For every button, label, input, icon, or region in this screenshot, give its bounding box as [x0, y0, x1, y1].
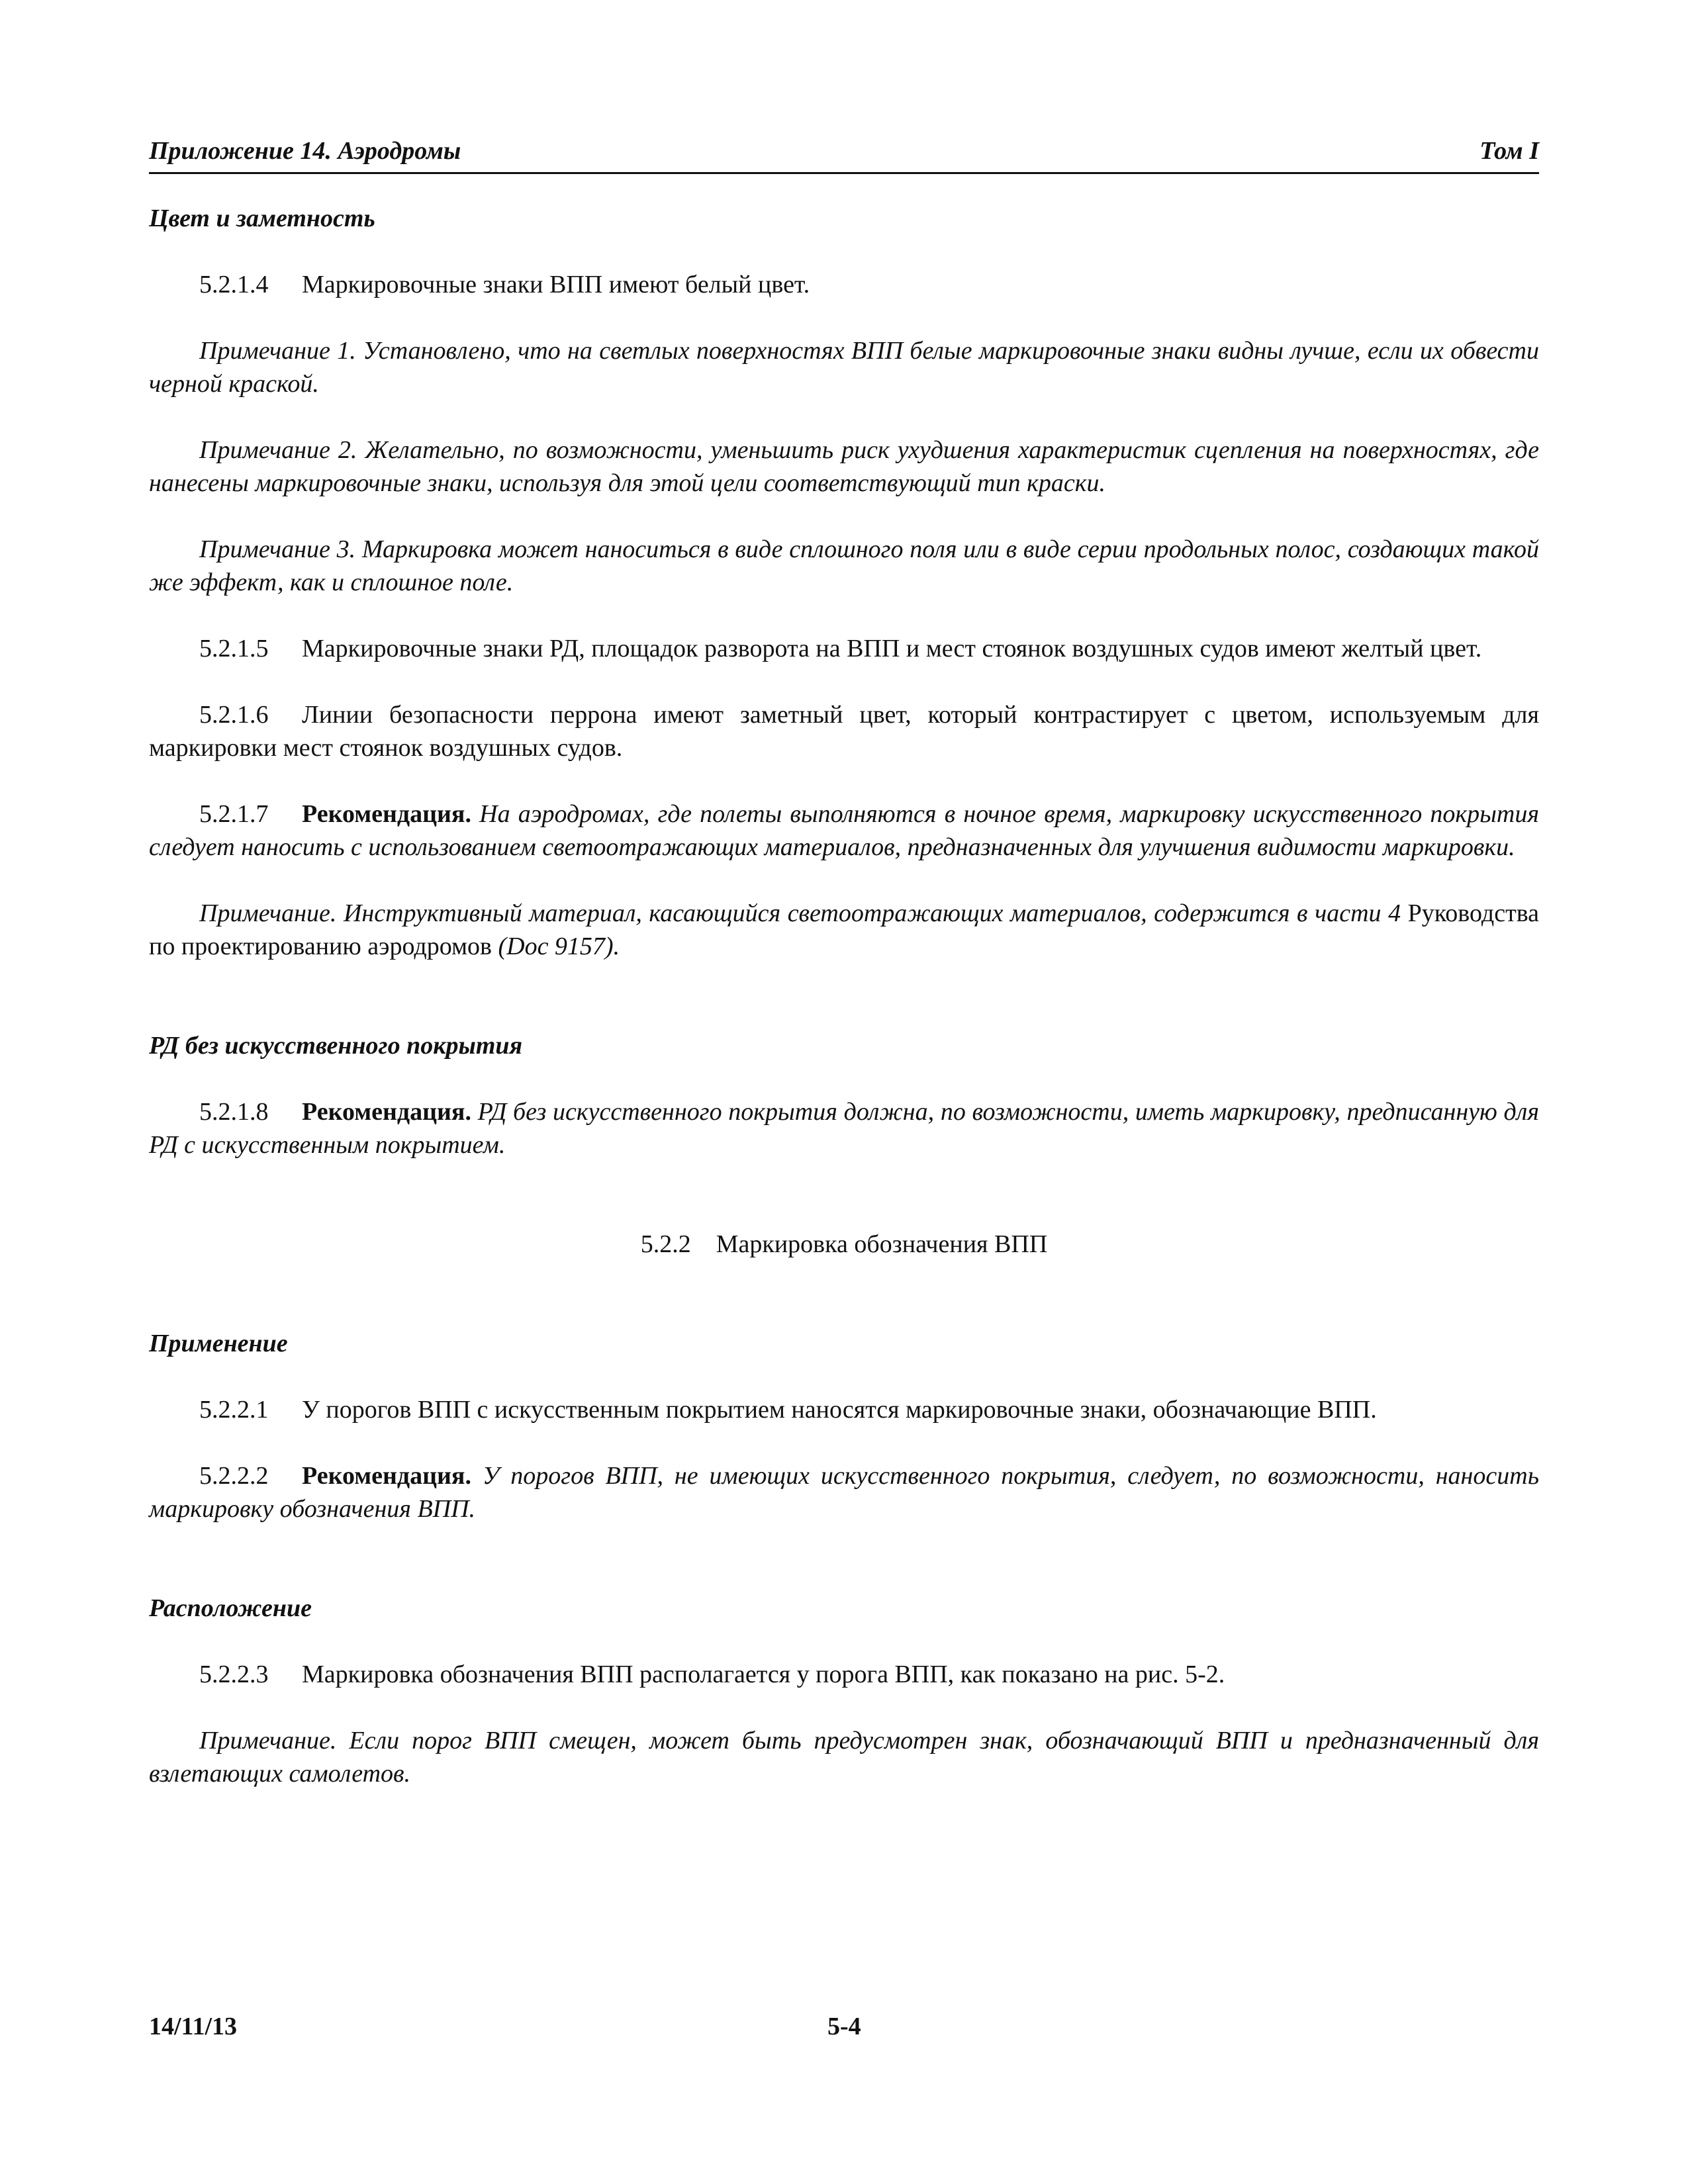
para-5-2-2-2: [149, 1459, 1539, 1525]
para-number: 5.2.1.7: [199, 800, 269, 828]
para-5-2-2-1: [149, 1393, 1539, 1426]
header-title: Приложение 14. Аэродромы: [149, 137, 461, 165]
note-3: Примечание 3. Маркировка может наноситься в виде сплошного поля или в виде серии продольных полос, создающих такой же эффект, как и сплошное поле.: [149, 535, 1539, 596]
para-number: 5.2.1.6: [199, 701, 269, 729]
note-text: Примечание. Инструктивный материал, касающийся светоотражающих материалов, содержится в части 4: [199, 899, 1401, 927]
heading-unpaved-taxiway: РД без искусственного покрытия: [149, 1032, 523, 1060]
note-4: [149, 897, 1539, 963]
para-text: Маркировка обозначения ВПП располагается у порога ВПП, как показано на рис. 5-2.: [302, 1661, 1225, 1688]
footer-date: 14/11/13: [149, 2013, 238, 2040]
heading-location: Расположение: [149, 1594, 312, 1622]
para-text: Маркировочные знаки ВПП имеют белый цвет.: [302, 271, 810, 298]
para-5-2-1-5: [149, 632, 1539, 665]
para-text: Маркировочные знаки РД, площадок разворота на ВПП и мест стоянок воздушных судов имеют желтый цвет.: [302, 635, 1482, 662]
section-title-5-2-2: 5.2.2 Маркировка обозначения ВПП: [640, 1230, 1048, 1258]
para-5-2-2-3: [149, 1658, 1539, 1691]
heading-color: Цвет и заметность: [149, 205, 375, 232]
recommendation-label: Рекомендация.: [302, 800, 471, 828]
heading-application: Применение: [149, 1330, 288, 1357]
note-doc-ref: (Doc 9157).: [498, 933, 620, 960]
para-number: 5.2.2.2: [199, 1462, 269, 1490]
recommendation-label: Рекомендация.: [302, 1462, 471, 1490]
para-5-2-1-7: [149, 797, 1539, 864]
para-number: 5.2.2.3: [199, 1661, 269, 1688]
para-5-2-1-6: [149, 698, 1539, 764]
para-text: У порогов ВПП с искусственным покрытием наносятся маркировочные знаки, обозначающие ВПП.: [302, 1396, 1377, 1424]
para-text: У порогов ВПП, не имеющих искусственного покрытия, следует, по возможности, наносить маркировку обозначения ВПП.: [149, 1462, 1539, 1523]
page-header: [149, 132, 1539, 174]
page-number: 5-4: [827, 2013, 861, 2040]
para-number: 5.2.1.5: [199, 635, 269, 662]
recommendation-label: Рекомендация.: [302, 1098, 471, 1126]
para-5-2-1-4: [149, 268, 1539, 301]
note-1: Примечание 1. Установлено, что на светлых поверхностях ВПП белые маркировочные знаки видны лучше, если их обвести черной краской.: [149, 337, 1539, 398]
header-volume: Том I: [1479, 137, 1539, 165]
para-5-2-1-8: [149, 1095, 1539, 1161]
para-text: Линии безопасности перрона имеют заметный цвет, который контрастирует с цветом, используемым для маркировки мест стоянок воздушных судов.: [149, 701, 1539, 762]
para-text: РД без искусственного покрытия должна, по возможности, иметь маркировку, предписанную для РД с искусственным покрытием.: [149, 1098, 1539, 1159]
page-content: [149, 202, 1539, 1790]
note-2: Примечание 2. Желательно, по возможности, уменьшить риск ухудшения характеристик сцепления на поверхностях, где нанесены маркировочные знаки, используя для этой цели соответствующий тип краски.: [149, 436, 1539, 497]
note-5: Примечание. Если порог ВПП смещен, может быть предусмотрен знак, обозначающий ВПП и предназначенный для взлетающих самолетов.: [149, 1727, 1539, 1788]
para-text: На аэродромах, где полеты выполняются в ночное время, маркировку искусственного покрытия следует наносить с использованием светоотражающих материалов, предназначенных для улучшения видимости маркировки.: [149, 800, 1540, 861]
para-number: 5.2.1.8: [199, 1098, 269, 1126]
note-doc-title: Руководства по проектированию аэродромов: [149, 899, 1540, 960]
para-number: 5.2.2.1: [199, 1396, 269, 1424]
para-number: 5.2.1.4: [199, 271, 269, 298]
